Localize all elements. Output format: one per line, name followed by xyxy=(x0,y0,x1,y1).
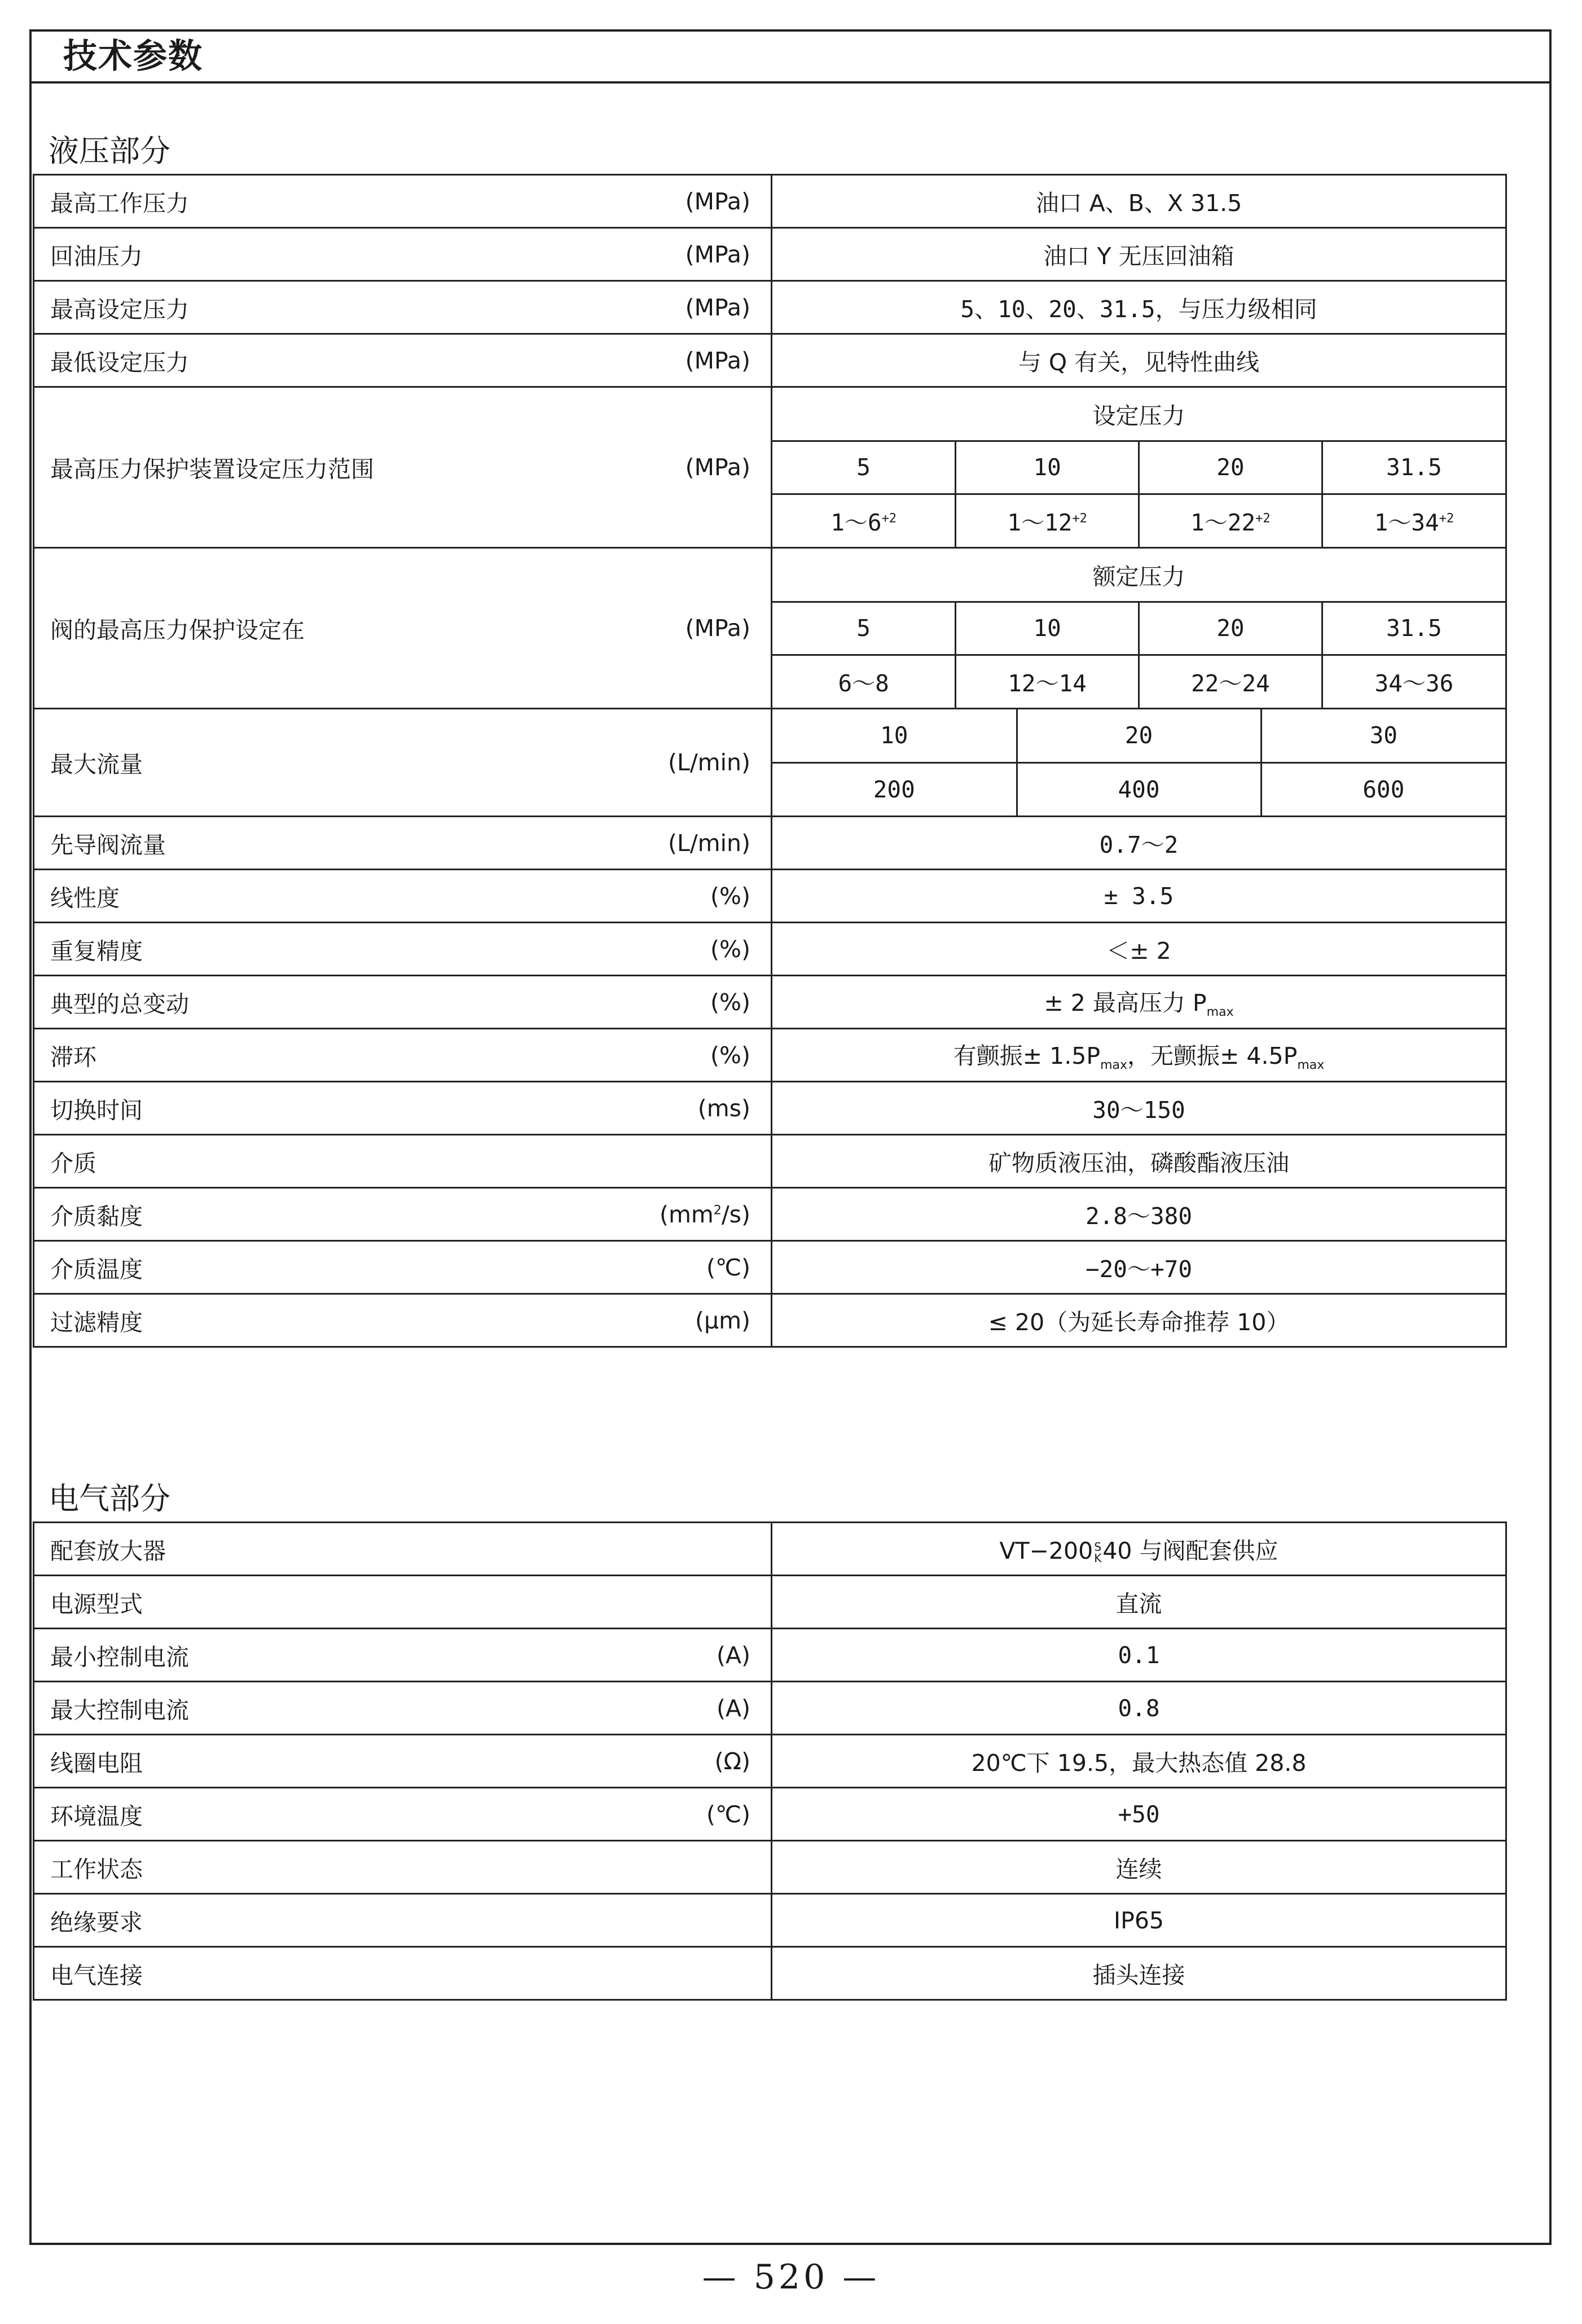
table-row xyxy=(34,1523,1506,1576)
row-label: 介质黏度 $(mm^2/s)$ xyxy=(34,1188,772,1241)
row-value: IP65 xyxy=(772,1894,1506,1947)
row-value: ≤ 20（为延长寿命推荐 10） xyxy=(772,1294,1506,1347)
table-row xyxy=(34,1188,1506,1241)
row-label: 电源型式 xyxy=(34,1576,772,1629)
table-row xyxy=(34,1576,1506,1629)
electrical-section-title: 电气部分 xyxy=(49,1481,170,1516)
grid-cell: $1\sim 6^{+2}$ xyxy=(772,494,956,547)
grid-cell: 600 xyxy=(1261,762,1505,815)
table-row xyxy=(34,175,1506,228)
title-bar xyxy=(32,32,1549,84)
row-label: 最大流量 (L/min) xyxy=(34,709,772,817)
grid-cell: 34～36 xyxy=(1322,655,1505,708)
row-label: 回油压力 (MPa) xyxy=(34,228,772,281)
table-row xyxy=(34,709,1506,817)
table-row xyxy=(34,1735,1506,1788)
row-label: 工作状态 xyxy=(34,1841,772,1894)
table-row xyxy=(34,1841,1506,1894)
grid-cell: 20 xyxy=(1017,709,1261,762)
page-title: 技术参数 xyxy=(63,37,203,76)
table-row xyxy=(34,1294,1506,1347)
row-label: 环境温度 (℃) xyxy=(34,1788,772,1841)
electrical-table xyxy=(33,1521,1507,2001)
grid-cell: 31.5 xyxy=(1322,602,1505,655)
row-value: ± 3.5 xyxy=(772,870,1506,923)
grid-cell: $1\sim 12^{+2}$ xyxy=(956,494,1139,547)
table-row xyxy=(34,870,1506,923)
row-value: ± 2 最高压力 $P_{max}$ xyxy=(772,976,1506,1029)
row-label: 线圈电阻 (Ω) xyxy=(34,1735,772,1788)
grid-cell: 31.5 xyxy=(1322,441,1505,494)
grid-cell: 5 xyxy=(772,602,956,655)
hydraulic-section-title: 液压部分 xyxy=(49,133,170,169)
row-label: 线性度 (%) xyxy=(34,870,772,923)
row-value: −20～+70 xyxy=(772,1241,1506,1294)
table-row xyxy=(34,1082,1506,1135)
row-value: 20℃下 19.5，最大热态值 28.8 xyxy=(772,1735,1506,1788)
table-row xyxy=(34,1894,1506,1947)
row-label: 介质 xyxy=(34,1135,772,1188)
row-value: 0.1 xyxy=(772,1629,1506,1682)
table-row xyxy=(34,1135,1506,1188)
row-label: 最小控制电流 (A) xyxy=(34,1629,772,1682)
hydraulic-table xyxy=(33,174,1507,1348)
row-value: 0.8 xyxy=(772,1682,1506,1735)
row-value: 30～150 xyxy=(772,1082,1506,1135)
table-row xyxy=(34,1241,1506,1294)
grid-cell: 22～24 xyxy=(1139,655,1322,708)
table-row xyxy=(34,1788,1506,1841)
row-label: 配套放大器 xyxy=(34,1523,772,1576)
row-label: 最大控制电流 (A) xyxy=(34,1682,772,1735)
row-value: 与 Q 有关，见特性曲线 xyxy=(772,334,1506,387)
table-row xyxy=(34,1029,1506,1082)
grid-cell: 6～8 xyxy=(772,655,956,708)
grid-cell: 10 xyxy=(772,709,1017,762)
grid-cell: 5 xyxy=(772,441,956,494)
grid-cell: 20 xyxy=(1139,602,1322,655)
row-label: 最高工作压力 (MPa) xyxy=(34,175,772,228)
row-value: 连续 xyxy=(772,1841,1506,1894)
row-value: 插头连接 xyxy=(772,1947,1506,2000)
row-value: 直流 xyxy=(772,1576,1506,1629)
grid-cell: 12～14 xyxy=(956,655,1139,708)
row-label: 滞环 (%) xyxy=(34,1029,772,1082)
table-row xyxy=(34,976,1506,1029)
row-label: 电气连接 xyxy=(34,1947,772,2000)
max-flow-grid xyxy=(772,709,1506,817)
table-row xyxy=(34,548,1506,709)
row-value: 矿物质液压油，磷酸酯液压油 xyxy=(772,1135,1506,1188)
table-row xyxy=(34,281,1506,334)
valve-protect-grid xyxy=(772,548,1506,709)
table-row xyxy=(34,1682,1506,1735)
table-row xyxy=(34,334,1506,387)
table-row xyxy=(34,1947,1506,2000)
row-label: 阀的最高压力保护设定在 (MPa) xyxy=(34,548,772,709)
table-row xyxy=(34,817,1506,870)
row-label: 最低设定压力 (MPa) xyxy=(34,334,772,387)
row-label: 典型的总变动 (%) xyxy=(34,976,772,1029)
row-label: 介质温度 (℃) xyxy=(34,1241,772,1294)
grid-header: 设定压力 xyxy=(772,388,1505,441)
grid-cell: 20 xyxy=(1139,441,1322,494)
grid-cell: $1\sim 34^{+2}$ xyxy=(1322,494,1505,547)
row-label: 绝缘要求 xyxy=(34,1894,772,1947)
row-value: 2.8～380 xyxy=(772,1188,1506,1241)
row-value: 油口 A、B、X 31.5 xyxy=(772,175,1506,228)
row-label: 切换时间 (ms) xyxy=(34,1082,772,1135)
row-label: 先导阀流量 (L/min) xyxy=(34,817,772,870)
grid-header: 额定压力 xyxy=(772,549,1505,602)
row-label: 最高设定压力 (MPa) xyxy=(34,281,772,334)
grid-cell: 400 xyxy=(1017,762,1261,815)
grid-cell: $1\sim 22^{+2}$ xyxy=(1139,494,1322,547)
grid-cell: 10 xyxy=(956,602,1139,655)
row-value: 油口 Y 无压回油箱 xyxy=(772,228,1506,281)
row-value: +50 xyxy=(772,1788,1506,1841)
table-row xyxy=(34,923,1506,976)
row-value: 5、10、20、31.5，与压力级相同 xyxy=(772,281,1506,334)
row-value: ＜± 2 xyxy=(772,923,1506,976)
table-row xyxy=(34,387,1506,548)
row-value: VT−200 S K 40 与阀配套供应 xyxy=(772,1523,1506,1576)
page-number: — 520 — xyxy=(702,2257,880,2297)
grid-cell: 200 xyxy=(772,762,1017,815)
grid-cell: 10 xyxy=(956,441,1139,494)
row-label: 重复精度 (%) xyxy=(34,923,772,976)
row-label: 最高压力保护装置设定压力范围 (MPa) xyxy=(34,387,772,548)
table-row xyxy=(34,228,1506,281)
row-value: 有颤振± $1.5P_{max}$，无颤振± $4.5P_{max}$ xyxy=(772,1029,1506,1082)
row-label: 过滤精度 (μm) xyxy=(34,1294,772,1347)
grid-cell: 30 xyxy=(1261,709,1505,762)
protect-range-grid xyxy=(772,387,1506,548)
row-value: 0.7～2 xyxy=(772,817,1506,870)
table-row xyxy=(34,1629,1506,1682)
